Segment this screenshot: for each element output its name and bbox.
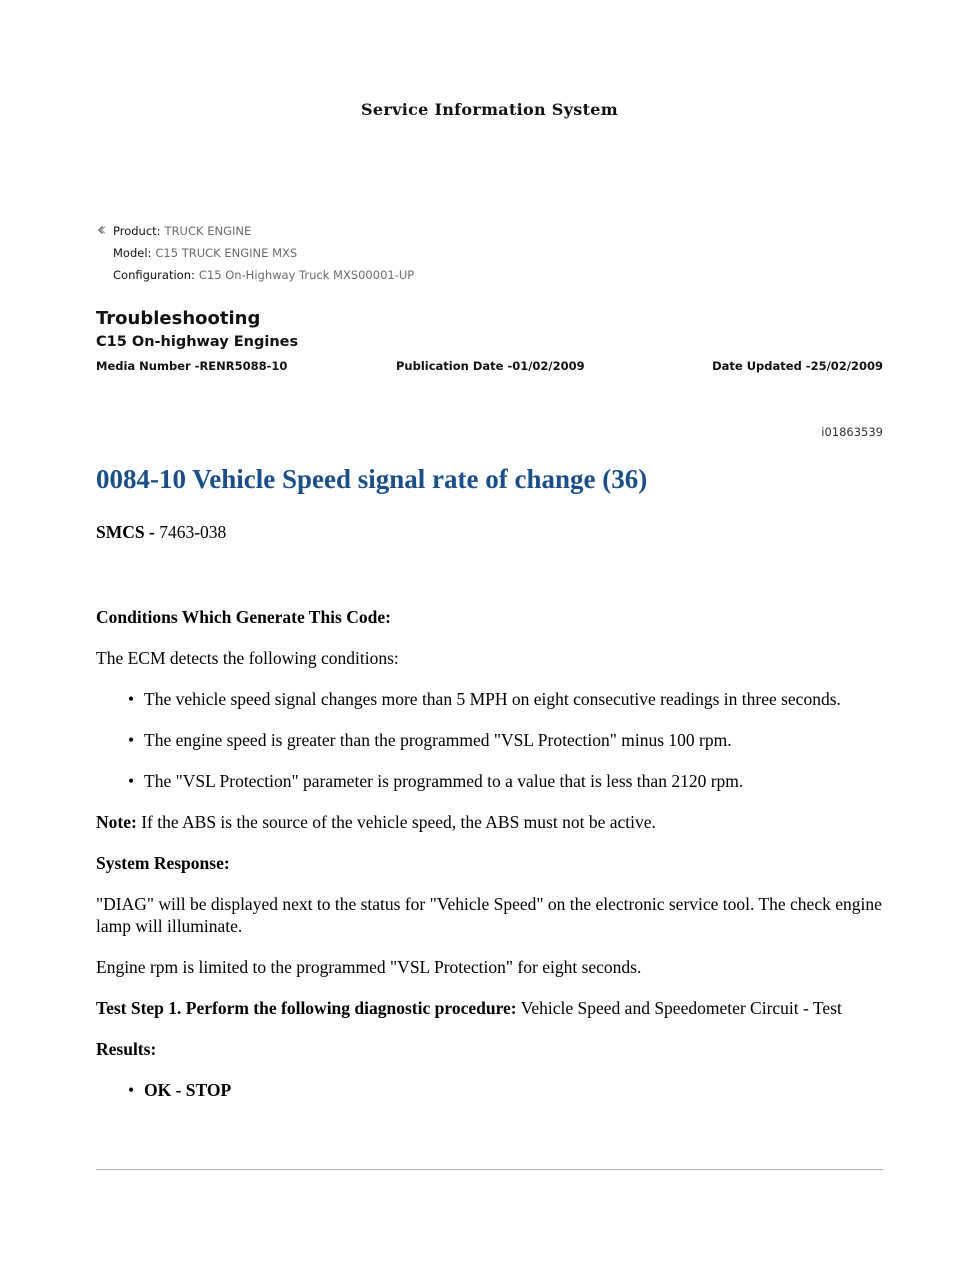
note-label: Note: [96,812,137,832]
test-step-label: Test Step 1. Perform the following diagnostic procedure: [96,998,517,1018]
date-updated: Date Updated -25/02/2009 [712,359,883,373]
system-response-heading: System Response: [96,853,230,873]
product-info [96,222,414,288]
product-row [96,222,414,244]
list-item: • The "VSL Protection" parameter is programmed to a value that is less than 2120 rpm. [128,771,744,791]
test-step-text: Vehicle Speed and Speedometer Circuit - Test [520,998,842,1018]
article-body [96,521,884,1120]
note-text: If the ABS is the source of the vehicle speed, the ABS must not be active. [141,812,656,832]
list-item: • The vehicle speed signal changes more than 5 MPH on eight consecutive readings in three seconds. [128,689,841,709]
document-id: i01863539 [821,425,883,439]
model-row [96,244,414,266]
configuration-label: Configuration: [113,268,195,282]
note [96,811,884,833]
system-title: Service Information System [361,100,618,119]
conditions-list [96,688,884,792]
conditions-intro: The ECM detects the following conditions: [96,648,399,668]
publication-date: Publication Date -01/02/2009 [396,359,585,373]
list-item: • OK - STOP [128,1080,232,1100]
bottom-divider [96,1169,883,1170]
system-response-text: "DIAG" will be displayed next to the status for "Vehicle Speed" on the electronic service tool. The check engine lamp will illuminate. [96,894,882,936]
product-label: Product: [113,224,161,238]
smcs-value: 7463-038 [159,522,227,542]
smcs-label: SMCS - [96,522,155,542]
configuration-row [96,266,414,288]
bullet: • [128,730,135,750]
model-label: Model: [113,246,152,260]
bullet: • [128,771,135,791]
configuration-value: C15 On-Highway Truck MXS00001-UP [198,268,415,282]
media-number: Media Number -RENR5088-10 [96,359,288,373]
document-subtitle: C15 On-highway Engines [96,334,299,350]
results-list [96,1079,884,1101]
bullet: • [128,689,135,709]
results-heading: Results: [96,1039,157,1059]
back-arrow-icon[interactable] [96,225,106,235]
bullet: • [128,1080,135,1100]
article-title: 0084-10 Vehicle Speed signal rate of change (36) [96,464,648,494]
test-step [96,997,884,1019]
conditions-heading: Conditions Which Generate This Code: [96,607,391,627]
list-item: • The engine speed is greater than the programmed "VSL Protection" minus 100 rpm. [128,730,732,750]
document-title: Troubleshooting [96,308,261,329]
product-value: TRUCK ENGINE [164,224,252,238]
model-value: C15 TRUCK ENGINE MXS [155,246,298,260]
rpm-limit-text: Engine rpm is limited to the programmed "VSL Protection" for eight seconds. [96,957,642,977]
smcs-line [96,521,884,543]
